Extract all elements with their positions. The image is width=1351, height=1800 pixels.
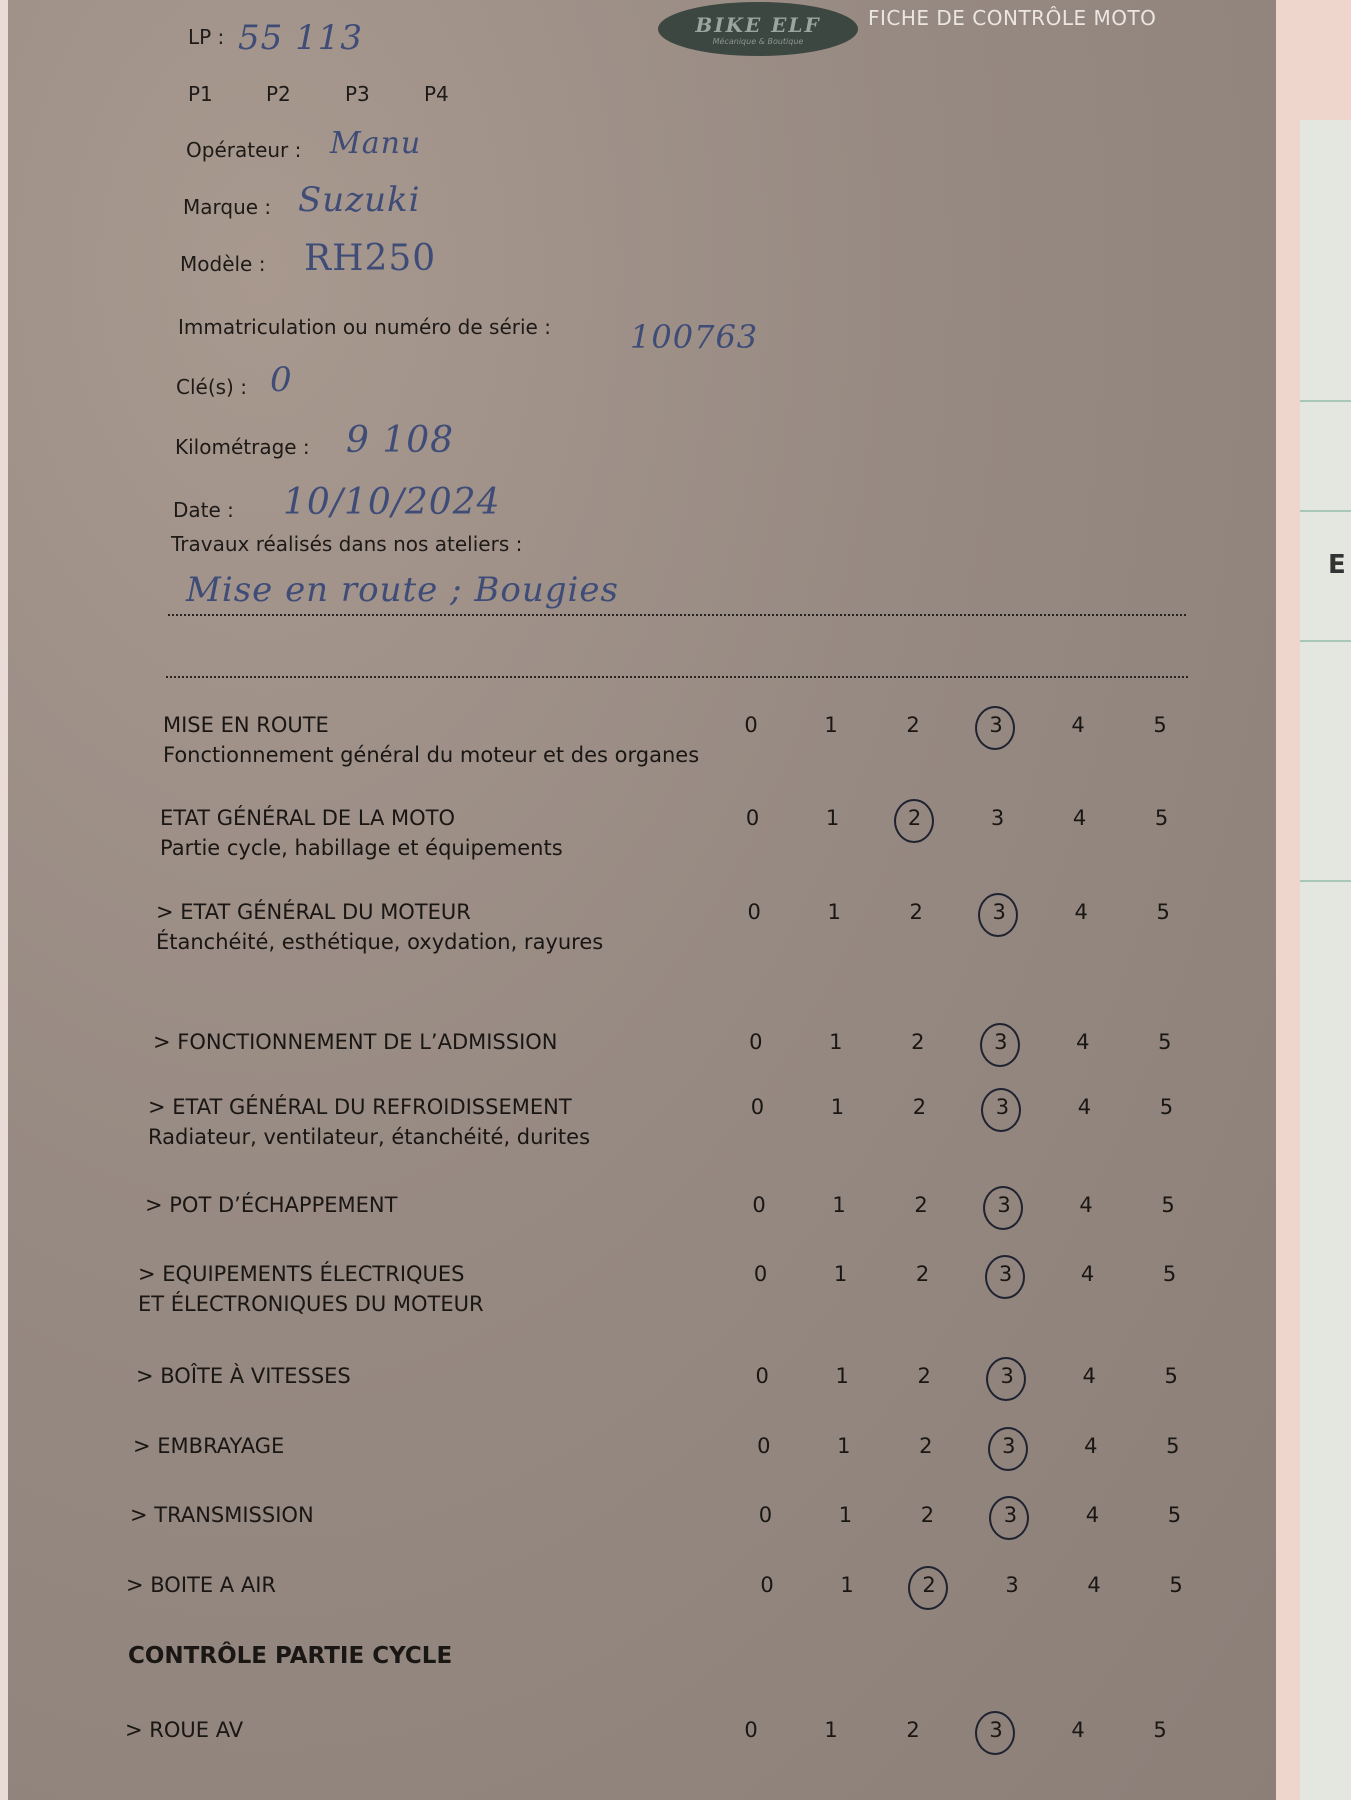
score-option[interactable]: 0 bbox=[757, 1434, 771, 1458]
score-option[interactable]: 4 bbox=[1074, 900, 1088, 924]
circled-score[interactable]: 3 bbox=[981, 1718, 1011, 1742]
circled-score[interactable]: 3 bbox=[986, 1030, 1016, 1054]
score-option[interactable]: 2 bbox=[920, 1503, 935, 1527]
rating-row bbox=[163, 713, 1208, 767]
kilometrage-value: 9 108 bbox=[346, 420, 455, 461]
row-title: ETAT GÉNÉRAL DE LA MOTO bbox=[160, 806, 456, 830]
row-title: > EQUIPEMENTS ÉLECTRIQUES bbox=[138, 1262, 465, 1286]
date-label: Date : bbox=[173, 498, 234, 522]
score-option[interactable]: 5 bbox=[1162, 1262, 1177, 1286]
score-option[interactable]: 2 bbox=[909, 900, 923, 924]
circled-score[interactable]: 3 bbox=[987, 1095, 1017, 1119]
score-option[interactable]: 5 bbox=[1154, 806, 1169, 830]
circled-score[interactable]: 2 bbox=[914, 1573, 944, 1597]
score-option[interactable]: 2 bbox=[912, 1095, 927, 1119]
rating-row bbox=[126, 1573, 1208, 1613]
row-title: > BOÎTE À VITESSES bbox=[136, 1364, 351, 1388]
position-p3: P3 bbox=[345, 82, 370, 106]
row-title: > ETAT GÉNÉRAL DU REFROIDISSEMENT bbox=[148, 1095, 572, 1119]
cles-label: Clé(s) : bbox=[176, 375, 247, 399]
brand-logo bbox=[658, 2, 858, 56]
row-title: > EMBRAYAGE bbox=[133, 1434, 285, 1458]
ruled-line bbox=[1300, 880, 1351, 882]
modele-value: RH250 bbox=[304, 238, 437, 279]
ruled-line bbox=[1300, 510, 1351, 512]
rating-row bbox=[148, 1095, 1208, 1149]
marque-label: Marque : bbox=[183, 195, 272, 219]
row-title: MISE EN ROUTE bbox=[163, 713, 329, 737]
score-option[interactable]: 1 bbox=[832, 1193, 846, 1217]
edge-letter: E bbox=[1328, 550, 1346, 580]
circled-score[interactable]: 3 bbox=[989, 1193, 1019, 1217]
circled-score[interactable]: 3 bbox=[992, 1364, 1022, 1388]
circled-score[interactable]: 3 bbox=[984, 900, 1014, 924]
rating-row bbox=[130, 1503, 1208, 1543]
score-option[interactable]: 1 bbox=[824, 1718, 838, 1742]
rating-row bbox=[156, 900, 1208, 954]
row-title: > POT D’ÉCHAPPEMENT bbox=[145, 1193, 398, 1217]
operateur-value: Manu bbox=[330, 126, 422, 161]
document-title: FICHE DE CONTRÔLE MOTO bbox=[868, 6, 1157, 30]
position-p2: P2 bbox=[266, 82, 291, 106]
score-option[interactable]: 4 bbox=[1071, 1718, 1085, 1742]
score-option[interactable]: 3 bbox=[1005, 1573, 1019, 1597]
row-subtitle: Radiateur, ventilateur, étanchéité, durites bbox=[148, 1125, 591, 1149]
score-option[interactable]: 5 bbox=[1156, 900, 1170, 924]
score-option[interactable]: 4 bbox=[1082, 1364, 1096, 1388]
score-option[interactable]: 4 bbox=[1071, 713, 1085, 737]
logo-subtext: Mécanique & Boutique bbox=[712, 36, 804, 46]
score-option[interactable]: 1 bbox=[833, 1262, 848, 1286]
row-title: > BOITE A AIR bbox=[126, 1573, 276, 1597]
row-title: > TRANSMISSION bbox=[130, 1503, 314, 1527]
score-option[interactable]: 0 bbox=[744, 1718, 758, 1742]
cles-value: 0 bbox=[270, 360, 293, 400]
dotted-line bbox=[166, 676, 1188, 678]
circled-score[interactable]: 2 bbox=[900, 806, 930, 830]
rating-row bbox=[160, 806, 1208, 860]
immatriculation-value: 100763 bbox=[630, 318, 759, 356]
logo-wordmark: BIKE ELF bbox=[695, 12, 821, 37]
position-p1: P1 bbox=[188, 82, 213, 106]
lp-label: LP : bbox=[188, 25, 225, 49]
marque-value: Suzuki bbox=[298, 180, 421, 220]
row-subtitle: Partie cycle, habillage et équipements bbox=[160, 836, 563, 860]
score-option[interactable]: 2 bbox=[906, 713, 920, 737]
score-option[interactable]: 4 bbox=[1084, 1434, 1098, 1458]
score-option[interactable]: 4 bbox=[1079, 1193, 1093, 1217]
section-heading-cycle: CONTRÔLE PARTIE CYCLE bbox=[128, 1643, 453, 1669]
row-title: > FONCTIONNEMENT DE L’ADMISSION bbox=[153, 1030, 558, 1054]
score-option[interactable]: 3 bbox=[990, 806, 1005, 830]
ruled-line bbox=[1300, 640, 1351, 642]
score-option[interactable]: 0 bbox=[753, 1262, 768, 1286]
score-option[interactable]: 4 bbox=[1072, 806, 1087, 830]
score-option[interactable]: 0 bbox=[752, 1193, 766, 1217]
score-option[interactable]: 1 bbox=[837, 1434, 851, 1458]
score-option[interactable]: 5 bbox=[1166, 1434, 1180, 1458]
circled-score[interactable]: 3 bbox=[991, 1262, 1021, 1286]
score-option[interactable]: 0 bbox=[750, 1095, 765, 1119]
score-option[interactable]: 2 bbox=[915, 1262, 930, 1286]
score-option[interactable]: 5 bbox=[1161, 1193, 1175, 1217]
score-option[interactable]: 2 bbox=[919, 1434, 933, 1458]
score-option[interactable]: 4 bbox=[1085, 1503, 1100, 1527]
score-option[interactable]: 1 bbox=[829, 1030, 843, 1054]
modele-label: Modèle : bbox=[180, 252, 266, 276]
score-option[interactable]: 0 bbox=[744, 713, 758, 737]
dotted-line bbox=[168, 614, 1186, 616]
immatriculation-label: Immatriculation ou numéro de série : bbox=[178, 315, 551, 339]
background-ruled-paper bbox=[1300, 120, 1351, 1800]
row-subtitle: ET ÉLECTRONIQUES DU MOTEUR bbox=[138, 1292, 484, 1316]
circled-score[interactable]: 3 bbox=[995, 1503, 1025, 1527]
score-option[interactable]: 0 bbox=[758, 1503, 773, 1527]
row-subtitle: Fonctionnement général du moteur et des organes bbox=[163, 743, 700, 767]
score-option[interactable]: 4 bbox=[1076, 1030, 1090, 1054]
score-option[interactable]: 2 bbox=[917, 1364, 931, 1388]
score-option[interactable]: 1 bbox=[838, 1503, 853, 1527]
score-option[interactable]: 0 bbox=[755, 1364, 769, 1388]
score-option[interactable]: 1 bbox=[824, 713, 838, 737]
score-option[interactable]: 4 bbox=[1080, 1262, 1095, 1286]
travaux-label: Travaux réalisés dans nos ateliers : bbox=[171, 532, 523, 556]
score-option[interactable]: 4 bbox=[1087, 1573, 1101, 1597]
score-option[interactable]: 1 bbox=[830, 1095, 845, 1119]
score-option[interactable]: 1 bbox=[827, 900, 841, 924]
score-option[interactable]: 2 bbox=[911, 1030, 925, 1054]
score-option[interactable]: 1 bbox=[840, 1573, 854, 1597]
rating-row bbox=[145, 1193, 1208, 1233]
score-option[interactable]: 5 bbox=[1153, 713, 1167, 737]
kilometrage-label: Kilométrage : bbox=[175, 435, 310, 459]
score-option[interactable]: 0 bbox=[749, 1030, 763, 1054]
circled-score[interactable]: 3 bbox=[981, 713, 1011, 737]
score-option[interactable]: 5 bbox=[1158, 1030, 1172, 1054]
score-option[interactable]: 0 bbox=[747, 900, 761, 924]
rating-row bbox=[138, 1262, 1208, 1316]
score-option[interactable]: 0 bbox=[760, 1573, 774, 1597]
row-title: > ROUE AV bbox=[125, 1718, 244, 1742]
position-p4: P4 bbox=[424, 82, 449, 106]
score-option[interactable]: 4 bbox=[1077, 1095, 1092, 1119]
score-option[interactable]: 5 bbox=[1153, 1718, 1167, 1742]
control-sheet bbox=[8, 0, 1276, 1800]
score-option[interactable]: 1 bbox=[825, 806, 840, 830]
score-option[interactable]: 2 bbox=[914, 1193, 928, 1217]
lp-value: 55 113 bbox=[238, 18, 363, 58]
circled-score[interactable]: 3 bbox=[994, 1434, 1024, 1458]
score-option[interactable]: 0 bbox=[745, 806, 760, 830]
rating-row bbox=[125, 1718, 1208, 1758]
rating-row bbox=[136, 1364, 1208, 1404]
travaux-value: Mise en route ; Bougies bbox=[186, 570, 619, 610]
score-option[interactable]: 5 bbox=[1164, 1364, 1178, 1388]
row-subtitle: Étanchéité, esthétique, oxydation, rayures bbox=[156, 930, 604, 954]
score-option[interactable]: 2 bbox=[906, 1718, 920, 1742]
score-option[interactable]: 5 bbox=[1159, 1095, 1174, 1119]
score-option[interactable]: 1 bbox=[835, 1364, 849, 1388]
score-option[interactable]: 5 bbox=[1167, 1503, 1182, 1527]
date-value: 10/10/2024 bbox=[283, 482, 501, 523]
rating-row bbox=[133, 1434, 1208, 1474]
operateur-label: Opérateur : bbox=[186, 138, 302, 162]
rating-row bbox=[153, 1030, 1208, 1070]
row-title: > ETAT GÉNÉRAL DU MOTEUR bbox=[156, 900, 471, 924]
ruled-line bbox=[1300, 400, 1351, 402]
score-option[interactable]: 5 bbox=[1169, 1573, 1183, 1597]
